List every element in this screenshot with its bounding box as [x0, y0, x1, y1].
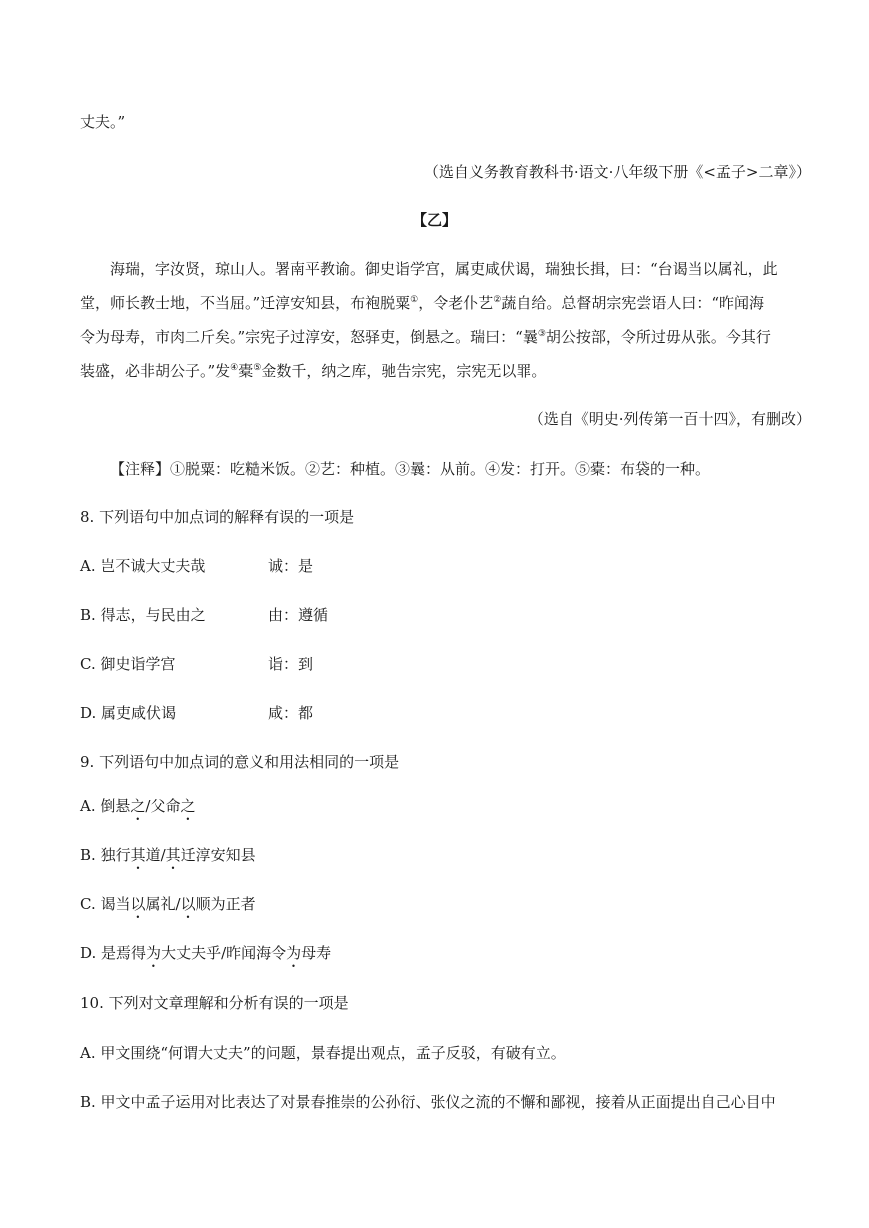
- option-text: 迁淳安知县: [180, 846, 256, 864]
- source-citation-yi: （选自《明史·列传第一百十四》，有删改）: [528, 410, 811, 428]
- dotted-word: 为: [286, 944, 302, 962]
- annotations: 【注释】①脱粟：吃糙米饭。②艺：种植。③曩：从前。④发：打开。⑤橐：布袋的一种。: [110, 460, 711, 478]
- text-segment: 堂，师长教士地，不当屈。”迁淳安知县，布袍脱粟: [80, 294, 411, 312]
- option-letter: A.: [80, 797, 101, 815]
- option-letter: A.: [80, 557, 101, 575]
- dotted-word: 为: [146, 944, 162, 962]
- q9-option-a: [80, 796, 195, 824]
- dotted-word: 之: [180, 797, 196, 815]
- option-text: 岂不诚大丈夫哉: [100, 557, 206, 575]
- dotted-word: 之: [130, 797, 146, 815]
- dotted-word: 其: [165, 846, 181, 864]
- option-text: 倒悬: [100, 797, 131, 815]
- q8-option-b: [80, 605, 206, 625]
- option-text: 道/: [145, 846, 166, 864]
- q10-option-b: B. 甲文中孟子运用对比表达了对景春推崇的公孙衍、张仪之流的不懈和鄙视，接着从正面提出自己心目中: [80, 1093, 776, 1111]
- text-segment: 蔬自给。总督胡宗宪尝语人曰：“昨闻海: [501, 294, 765, 312]
- option-letter: B.: [80, 846, 101, 864]
- text-segment: ，令老仆艺: [418, 294, 494, 312]
- q8-option-a: [80, 556, 205, 576]
- footnote-marker: ③: [537, 329, 546, 339]
- passage-yi-line-1: 海瑞，字汝贤，琼山人。署南平教谕。御史诣学宫，属吏咸伏谒，瑞独长揖，曰：“台谒当以属礼，此: [110, 260, 778, 278]
- question-9-stem: 9. 下列语句中加点词的意义和用法相同的一项是: [80, 753, 400, 771]
- option-letter: D.: [80, 944, 102, 962]
- q9-option-c: [80, 894, 256, 922]
- source-citation-jia: （选自义务教育教科书·语文·八年级下册《<孟子>二章》）: [423, 163, 811, 181]
- option-text: 大丈夫乎/昨闻海令: [161, 944, 287, 962]
- dotted-word: 以: [130, 895, 146, 913]
- q8-option-c-gloss: 诣：到: [268, 655, 314, 673]
- text-segment: 令为母寿，市肉二斤矣。”宗宪子过淳安，怒驿吏，倒悬之。瑞曰：“曩: [80, 328, 538, 346]
- passage-jia-ending: 丈夫。”: [80, 113, 126, 131]
- q8-option-d: [80, 703, 176, 723]
- q8-option-b-gloss: 由：遵循: [268, 606, 329, 624]
- passage-yi-line-4: [80, 361, 546, 381]
- text-segment: 金数千，纳之库，驰告宗宪，宗宪无以罪。: [261, 362, 547, 380]
- text-segment: 装盛，必非胡公子。”发: [80, 362, 231, 380]
- passage-yi-line-3: [80, 327, 771, 347]
- text-segment: 胡公按部，令所过毋从张。今其行: [545, 328, 771, 346]
- footnote-marker: ①: [410, 295, 419, 305]
- option-letter: C.: [80, 895, 101, 913]
- option-text: 母寿: [301, 944, 332, 962]
- option-text: 独行: [100, 846, 131, 864]
- option-text: /父命: [145, 797, 181, 815]
- q9-option-d: [80, 943, 331, 971]
- option-text: 是焉得: [101, 944, 147, 962]
- option-text: 属礼/: [145, 895, 181, 913]
- option-letter: B.: [80, 606, 101, 624]
- text-segment: 橐: [238, 362, 254, 380]
- passage-yi-line-2: [80, 293, 764, 313]
- footnote-marker: ⑤: [253, 363, 262, 373]
- q8-option-a-gloss: 诚：是: [268, 557, 314, 575]
- option-letter: C.: [80, 655, 101, 673]
- q9-option-b: [80, 845, 256, 873]
- q10-option-a: A. 甲文围绕“何谓大丈夫”的问题，景春提出观点，孟子反驳，有破有立。: [80, 1044, 566, 1062]
- question-10-stem: 10. 下列对文章理解和分析有误的一项是: [80, 994, 349, 1012]
- question-8-stem: 8. 下列语句中加点词的解释有误的一项是: [80, 508, 355, 526]
- footnote-marker: ④: [230, 363, 239, 373]
- dotted-word: 以: [180, 895, 196, 913]
- option-letter: D.: [80, 704, 102, 722]
- option-text: 顺为正者: [195, 895, 256, 913]
- option-text: 谒当: [100, 895, 131, 913]
- option-text: 得志，与民由之: [100, 606, 206, 624]
- q8-option-d-gloss: 咸：都: [268, 704, 314, 722]
- section-heading-yi: 【乙】: [411, 211, 457, 229]
- dotted-word: 其: [130, 846, 146, 864]
- option-text: 属吏咸伏谒: [101, 704, 177, 722]
- footnote-marker: ②: [493, 295, 502, 305]
- q8-option-c: [80, 654, 176, 674]
- option-text: 御史诣学宫: [100, 655, 176, 673]
